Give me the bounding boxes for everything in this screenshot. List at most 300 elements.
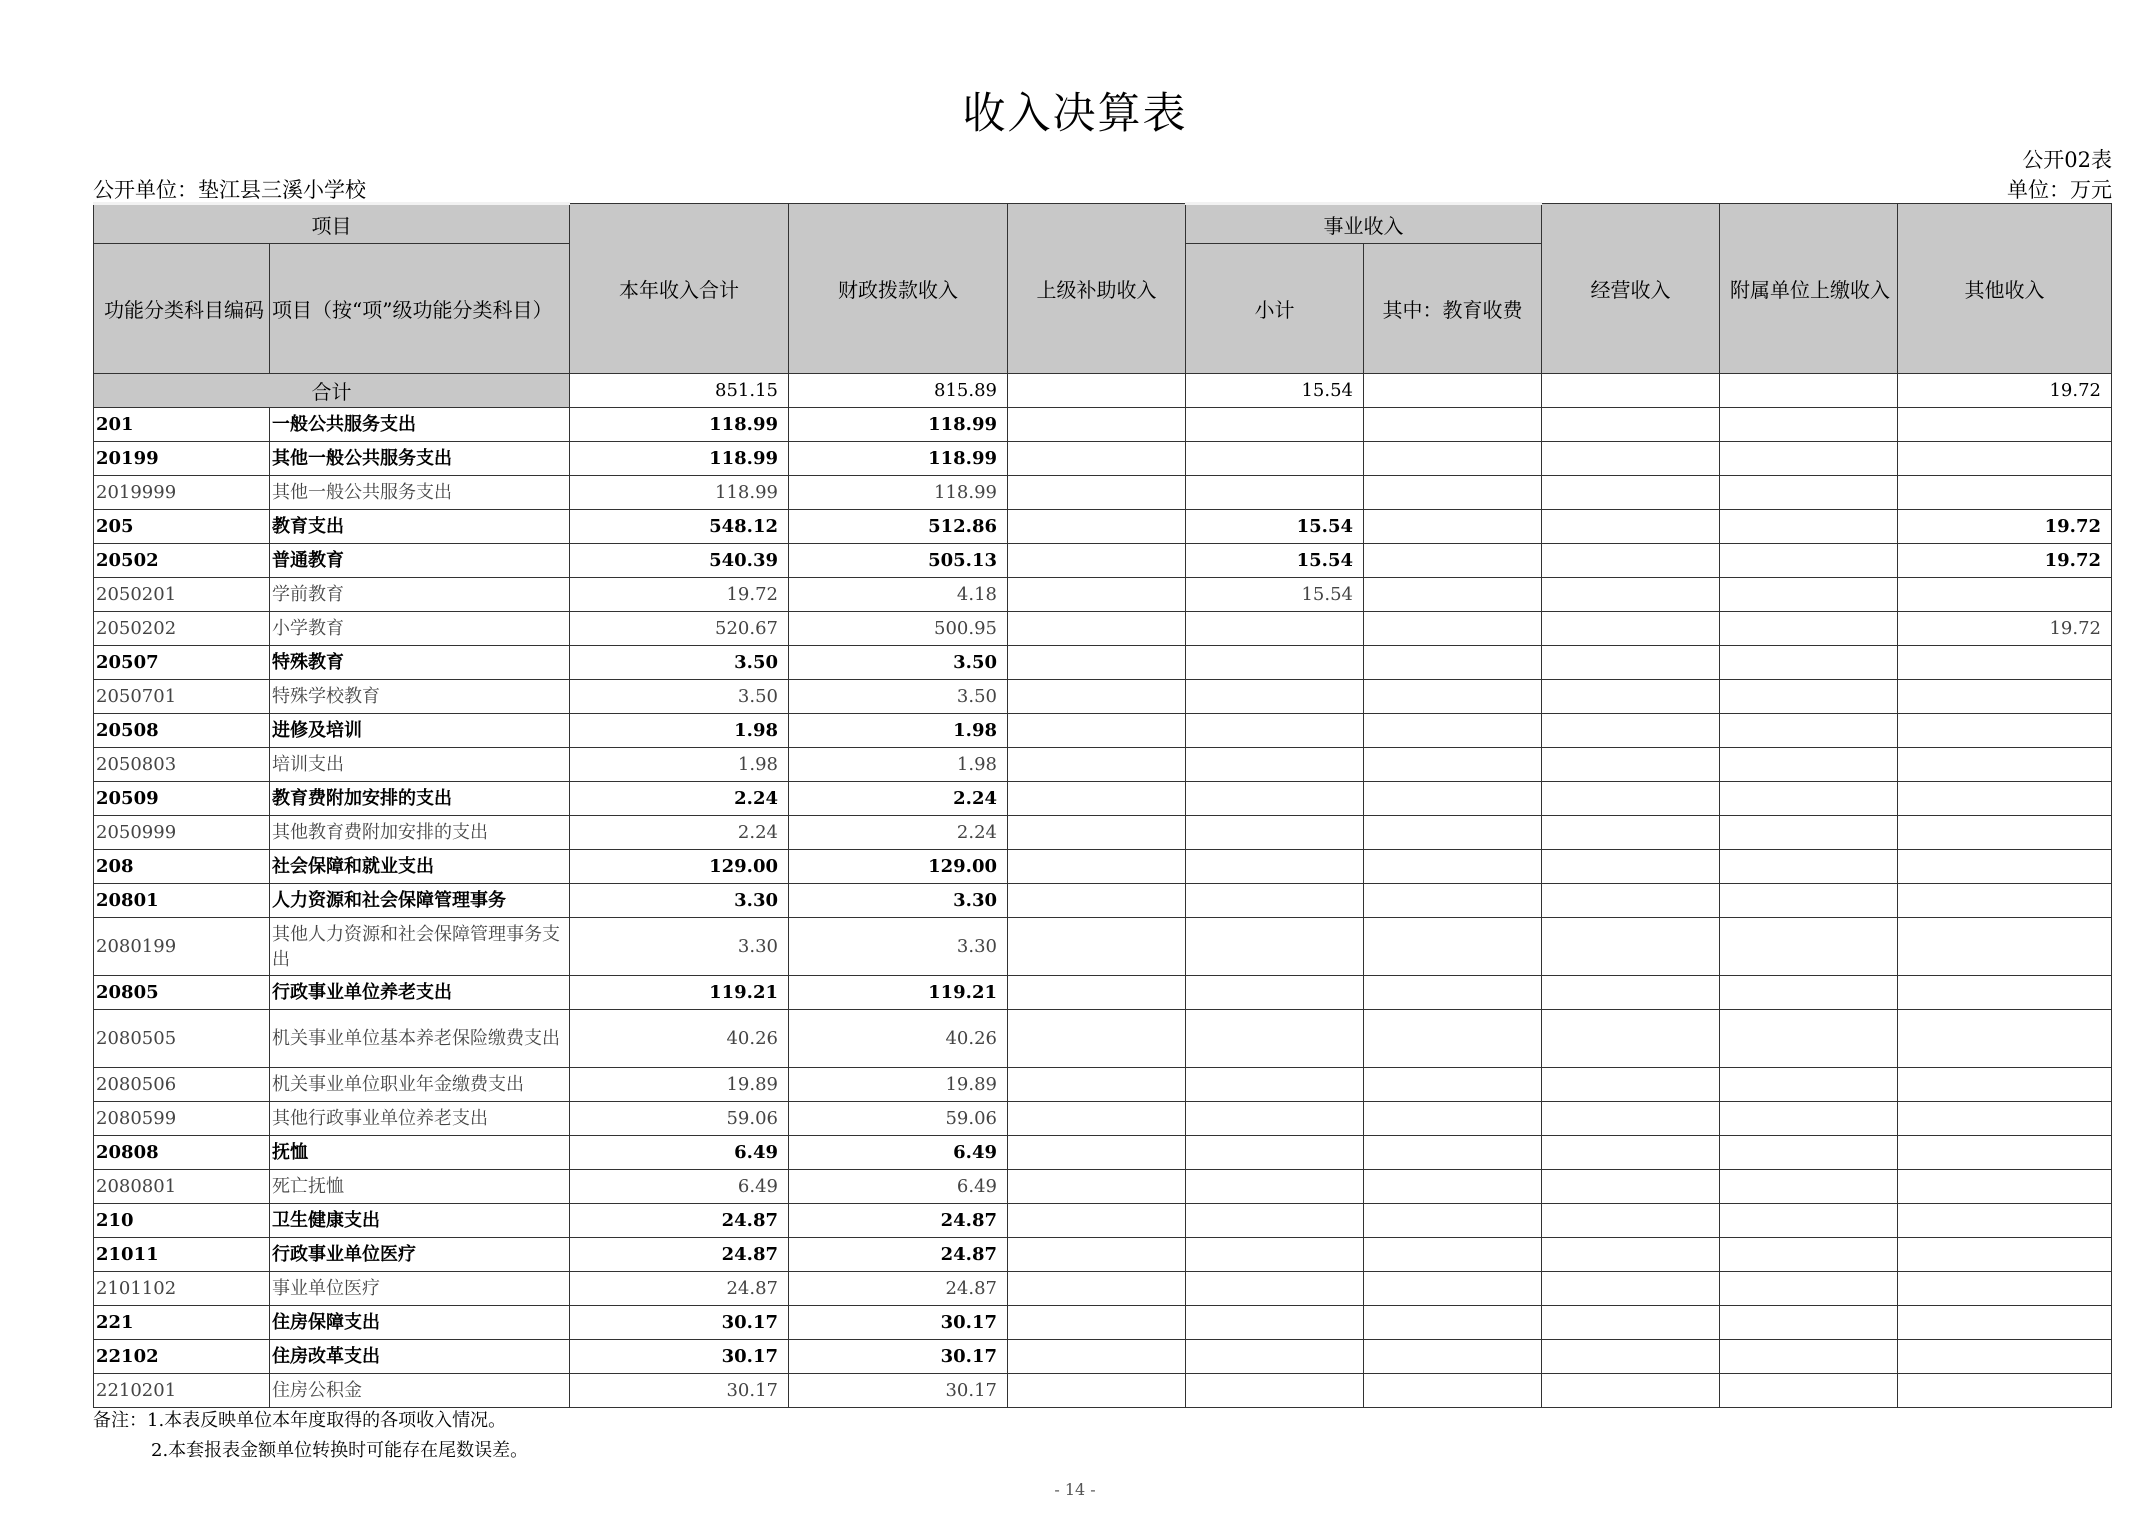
code-cell: 20502 (94, 544, 270, 578)
code-cell: 20509 (94, 782, 270, 816)
other-income-cell: 19.72 (1898, 510, 2112, 544)
code-cell: 210 (94, 1204, 270, 1238)
total-row (94, 374, 2112, 408)
affiliated-cell (1720, 680, 1898, 714)
operating-cell (1542, 1340, 1720, 1374)
business-subtotal-cell (1186, 476, 1364, 510)
fiscal-cell: 1.98 (789, 748, 1008, 782)
total-income-cell: 3.50 (570, 680, 789, 714)
other-income-cell (1898, 976, 2112, 1010)
superior-cell (1008, 510, 1186, 544)
item-name-cell: 事业单位医疗 (270, 1272, 570, 1306)
affiliated-cell (1720, 510, 1898, 544)
code-cell: 2050999 (94, 816, 270, 850)
business-subtotal-cell (1186, 1170, 1364, 1204)
total-income-cell: 6.49 (570, 1170, 789, 1204)
operating-cell (1542, 1068, 1720, 1102)
fiscal-cell: 119.21 (789, 976, 1008, 1010)
code-cell: 21011 (94, 1238, 270, 1272)
business-edu-fee-cell (1364, 1010, 1542, 1068)
fiscal-cell: 24.87 (789, 1204, 1008, 1238)
total-income-cell: 19.89 (570, 1068, 789, 1102)
superior-cell (1008, 1170, 1186, 1204)
affiliated-cell (1720, 976, 1898, 1010)
table-row (94, 850, 2112, 884)
business-subtotal-cell (1186, 782, 1364, 816)
business-edu-fee-cell (1364, 1170, 1542, 1204)
business-edu-fee-cell (1364, 612, 1542, 646)
business-subtotal-cell (1186, 1068, 1364, 1102)
operating-cell (1542, 1238, 1720, 1272)
table-row (94, 612, 2112, 646)
other-income-cell (1898, 850, 2112, 884)
business-edu-fee-cell (1364, 748, 1542, 782)
business-subtotal-cell (1186, 884, 1364, 918)
other-income-cell (1898, 1068, 2112, 1102)
affiliated-cell (1720, 1010, 1898, 1068)
superior-cell (1008, 714, 1186, 748)
operating-cell (1542, 1010, 1720, 1068)
table-row (94, 1340, 2112, 1374)
code-cell: 2101102 (94, 1272, 270, 1306)
fiscal-cell: 2.24 (789, 782, 1008, 816)
item-name-cell: 住房公积金 (270, 1374, 570, 1408)
business-subtotal-cell (1186, 1136, 1364, 1170)
affiliated-cell (1720, 1306, 1898, 1340)
table-row (94, 884, 2112, 918)
other-income-cell (1898, 1204, 2112, 1238)
other-income-cell (1898, 578, 2112, 612)
code-cell: 2080505 (94, 1010, 270, 1068)
total-income-cell: 30.17 (570, 1340, 789, 1374)
code-cell: 2080801 (94, 1170, 270, 1204)
operating-cell (1542, 680, 1720, 714)
affiliated-cell (1720, 850, 1898, 884)
item-name-cell: 特殊教育 (270, 646, 570, 680)
other-income-cell (1898, 884, 2112, 918)
business-subtotal-cell (1186, 1374, 1364, 1408)
operating-cell (1542, 850, 1720, 884)
code-cell: 2210201 (94, 1374, 270, 1408)
operating-cell (1542, 1204, 1720, 1238)
total-income-cell: 1.98 (570, 714, 789, 748)
fiscal-cell: 6.49 (789, 1170, 1008, 1204)
operating-cell (1542, 476, 1720, 510)
header-superior-subsidy: 上级补助收入 (1008, 204, 1186, 374)
total-affiliated-cell (1720, 374, 1898, 408)
total-income-cell: 3.30 (570, 918, 789, 976)
table-row (94, 476, 2112, 510)
superior-cell (1008, 544, 1186, 578)
business-edu-fee-cell (1364, 646, 1542, 680)
business-edu-fee-cell (1364, 1204, 1542, 1238)
fiscal-cell: 129.00 (789, 850, 1008, 884)
item-name-cell: 其他教育费附加安排的支出 (270, 816, 570, 850)
other-income-cell (1898, 646, 2112, 680)
superior-cell (1008, 1136, 1186, 1170)
fiscal-cell: 3.50 (789, 646, 1008, 680)
item-name-cell: 社会保障和就业支出 (270, 850, 570, 884)
business-edu-fee-cell (1364, 976, 1542, 1010)
fiscal-cell: 118.99 (789, 476, 1008, 510)
item-name-cell: 其他人力资源和社会保障管理事务支出 (270, 918, 570, 976)
business-subtotal-cell (1186, 1340, 1364, 1374)
code-cell: 2050202 (94, 612, 270, 646)
operating-cell (1542, 884, 1720, 918)
affiliated-cell (1720, 646, 1898, 680)
table-row (94, 680, 2112, 714)
item-name-cell: 教育费附加安排的支出 (270, 782, 570, 816)
superior-cell (1008, 442, 1186, 476)
total-income-cell: 3.30 (570, 884, 789, 918)
code-cell: 20508 (94, 714, 270, 748)
business-subtotal-cell: 15.54 (1186, 544, 1364, 578)
table-row (94, 646, 2112, 680)
note-1: 备注：1.本表反映单位本年度取得的各项收入情况。 (93, 1410, 507, 1431)
total-income-cell: 118.99 (570, 408, 789, 442)
table-row (94, 408, 2112, 442)
table-row (94, 1272, 2112, 1306)
table-body (94, 374, 2112, 1408)
code-cell: 22102 (94, 1340, 270, 1374)
table-row (94, 1374, 2112, 1408)
other-income-cell (1898, 1010, 2112, 1068)
total-income-cell: 2.24 (570, 816, 789, 850)
code-cell: 221 (94, 1306, 270, 1340)
superior-cell (1008, 612, 1186, 646)
operating-cell (1542, 748, 1720, 782)
affiliated-cell (1720, 1204, 1898, 1238)
affiliated-cell (1720, 1170, 1898, 1204)
business-subtotal-cell (1186, 918, 1364, 976)
table-row (94, 1170, 2112, 1204)
total-income-cell: 24.87 (570, 1272, 789, 1306)
business-subtotal-cell (1186, 612, 1364, 646)
table-row (94, 544, 2112, 578)
fiscal-cell: 3.30 (789, 918, 1008, 976)
superior-cell (1008, 850, 1186, 884)
header-operating-income: 经营收入 (1542, 204, 1720, 374)
other-income-cell (1898, 1340, 2112, 1374)
fiscal-cell: 3.30 (789, 884, 1008, 918)
affiliated-cell (1720, 1374, 1898, 1408)
operating-cell (1542, 544, 1720, 578)
business-subtotal-cell (1186, 680, 1364, 714)
fiscal-cell: 40.26 (789, 1010, 1008, 1068)
operating-cell (1542, 782, 1720, 816)
table-row (94, 748, 2112, 782)
total-income-cell: 548.12 (570, 510, 789, 544)
header-fiscal-appropriation: 财政拨款收入 (789, 204, 1008, 374)
superior-cell (1008, 1340, 1186, 1374)
item-name-cell: 特殊学校教育 (270, 680, 570, 714)
header-item-name: 项目（按“项”级功能分类科目） (270, 244, 570, 374)
business-edu-fee-cell (1364, 850, 1542, 884)
business-subtotal-cell (1186, 1102, 1364, 1136)
table-row (94, 816, 2112, 850)
business-edu-fee-cell (1364, 884, 1542, 918)
total-label: 合计 (94, 374, 570, 408)
business-subtotal-cell: 15.54 (1186, 510, 1364, 544)
business-edu-fee-cell (1364, 816, 1542, 850)
superior-cell (1008, 918, 1186, 976)
superior-cell (1008, 578, 1186, 612)
table-row (94, 976, 2112, 1010)
operating-cell (1542, 578, 1720, 612)
header-business-income: 事业收入 (1186, 204, 1542, 244)
affiliated-cell (1720, 884, 1898, 918)
superior-cell (1008, 884, 1186, 918)
item-name-cell: 住房改革支出 (270, 1340, 570, 1374)
other-income-cell (1898, 748, 2112, 782)
business-edu-fee-cell (1364, 510, 1542, 544)
other-income-cell (1898, 1170, 2112, 1204)
total-income-cell: 2.24 (570, 782, 789, 816)
other-income-cell (1898, 1238, 2112, 1272)
operating-cell (1542, 714, 1720, 748)
other-income-cell (1898, 782, 2112, 816)
superior-cell (1008, 1010, 1186, 1068)
reporting-unit: 公开单位：垫江县三溪小学校 (93, 178, 366, 202)
business-subtotal-cell: 15.54 (1186, 578, 1364, 612)
item-name-cell: 行政事业单位医疗 (270, 1238, 570, 1272)
operating-cell (1542, 976, 1720, 1010)
code-cell: 20507 (94, 646, 270, 680)
code-cell: 20801 (94, 884, 270, 918)
total-income-cell: 1.98 (570, 748, 789, 782)
page-title: 收入决算表 (962, 89, 1188, 139)
code-cell: 208 (94, 850, 270, 884)
table-row (94, 1102, 2112, 1136)
item-name-cell: 其他一般公共服务支出 (270, 442, 570, 476)
note-2: 2.本套报表金额单位转换时可能存在尾数误差。 (151, 1440, 529, 1461)
item-name-cell: 学前教育 (270, 578, 570, 612)
business-edu-fee-cell (1364, 714, 1542, 748)
total-income-cell: 40.26 (570, 1010, 789, 1068)
business-subtotal-cell (1186, 1238, 1364, 1272)
other-income-cell (1898, 1136, 2112, 1170)
business-edu-fee-cell (1364, 442, 1542, 476)
affiliated-cell (1720, 544, 1898, 578)
operating-cell (1542, 1170, 1720, 1204)
code-cell: 2050201 (94, 578, 270, 612)
superior-cell (1008, 1238, 1186, 1272)
fiscal-cell: 2.24 (789, 816, 1008, 850)
fiscal-cell: 3.50 (789, 680, 1008, 714)
other-income-cell (1898, 1102, 2112, 1136)
total-income-cell: 24.87 (570, 1204, 789, 1238)
business-edu-fee-cell (1364, 918, 1542, 976)
operating-cell (1542, 1374, 1720, 1408)
operating-cell (1542, 612, 1720, 646)
affiliated-cell (1720, 1272, 1898, 1306)
total-income-cell: 540.39 (570, 544, 789, 578)
total-income-cell: 129.00 (570, 850, 789, 884)
other-income-cell (1898, 1374, 2112, 1408)
table-row (94, 442, 2112, 476)
item-name-cell: 死亡抚恤 (270, 1170, 570, 1204)
business-subtotal-cell (1186, 714, 1364, 748)
business-edu-fee-cell (1364, 1102, 1542, 1136)
fiscal-cell: 512.86 (789, 510, 1008, 544)
fiscal-cell: 24.87 (789, 1272, 1008, 1306)
affiliated-cell (1720, 1340, 1898, 1374)
affiliated-cell (1720, 442, 1898, 476)
business-edu-fee-cell (1364, 1340, 1542, 1374)
business-edu-fee-cell (1364, 476, 1542, 510)
fiscal-cell: 505.13 (789, 544, 1008, 578)
superior-cell (1008, 782, 1186, 816)
business-subtotal-cell (1186, 1306, 1364, 1340)
business-edu-fee-cell (1364, 578, 1542, 612)
fiscal-cell: 30.17 (789, 1340, 1008, 1374)
superior-cell (1008, 748, 1186, 782)
business-edu-fee-cell (1364, 408, 1542, 442)
item-name-cell: 机关事业单位基本养老保险缴费支出 (270, 1010, 570, 1068)
superior-cell (1008, 816, 1186, 850)
business-subtotal-cell (1186, 646, 1364, 680)
other-income-cell: 19.72 (1898, 544, 2112, 578)
table-row (94, 1306, 2112, 1340)
code-cell: 2050701 (94, 680, 270, 714)
total-superior-cell (1008, 374, 1186, 408)
item-name-cell: 教育支出 (270, 510, 570, 544)
code-cell: 2050803 (94, 748, 270, 782)
total-business-subtotal-cell: 15.54 (1186, 374, 1364, 408)
affiliated-cell (1720, 476, 1898, 510)
business-subtotal-cell (1186, 976, 1364, 1010)
total-income-cell: 30.17 (570, 1374, 789, 1408)
total-income-cell: 59.06 (570, 1102, 789, 1136)
other-income-cell (1898, 1306, 2112, 1340)
total-income-cell: 6.49 (570, 1136, 789, 1170)
total-income-cell: 520.67 (570, 612, 789, 646)
other-income-cell (1898, 918, 2112, 976)
other-income-cell (1898, 408, 2112, 442)
total-business-edu-fee-cell (1364, 374, 1542, 408)
table-row (94, 714, 2112, 748)
superior-cell (1008, 680, 1186, 714)
superior-cell (1008, 1306, 1186, 1340)
code-cell: 2080599 (94, 1102, 270, 1136)
affiliated-cell (1720, 816, 1898, 850)
business-subtotal-cell (1186, 748, 1364, 782)
business-edu-fee-cell (1364, 544, 1542, 578)
form-code: 公开02表 (2022, 148, 2112, 172)
affiliated-cell (1720, 612, 1898, 646)
business-edu-fee-cell (1364, 1136, 1542, 1170)
other-income-cell: 19.72 (1898, 612, 2112, 646)
affiliated-cell (1720, 1102, 1898, 1136)
affiliated-cell (1720, 918, 1898, 976)
other-income-cell (1898, 714, 2112, 748)
header-total-income: 本年收入合计 (570, 204, 789, 374)
code-cell: 201 (94, 408, 270, 442)
item-name-cell: 进修及培训 (270, 714, 570, 748)
business-subtotal-cell (1186, 408, 1364, 442)
fiscal-cell: 118.99 (789, 408, 1008, 442)
business-subtotal-cell (1186, 816, 1364, 850)
affiliated-cell (1720, 782, 1898, 816)
fiscal-cell: 4.18 (789, 578, 1008, 612)
other-income-cell (1898, 816, 2112, 850)
header-code: 功能分类科目编码 (94, 244, 270, 374)
table-row (94, 1204, 2112, 1238)
business-edu-fee-cell (1364, 1374, 1542, 1408)
item-name-cell: 行政事业单位养老支出 (270, 976, 570, 1010)
business-edu-fee-cell (1364, 1272, 1542, 1306)
business-edu-fee-cell (1364, 680, 1542, 714)
fiscal-cell: 59.06 (789, 1102, 1008, 1136)
item-name-cell: 普通教育 (270, 544, 570, 578)
table-row (94, 918, 2112, 976)
code-cell: 2019999 (94, 476, 270, 510)
other-income-cell (1898, 1272, 2112, 1306)
superior-cell (1008, 976, 1186, 1010)
other-income-cell (1898, 442, 2112, 476)
other-income-cell (1898, 476, 2112, 510)
operating-cell (1542, 408, 1720, 442)
total-fiscal-cell: 815.89 (789, 374, 1008, 408)
table-row (94, 510, 2112, 544)
item-name-cell: 抚恤 (270, 1136, 570, 1170)
header-other-income: 其他收入 (1898, 204, 2112, 374)
operating-cell (1542, 510, 1720, 544)
page-number: - 14 - (1054, 1480, 1096, 1499)
total-income-cell: 3.50 (570, 646, 789, 680)
operating-cell (1542, 816, 1720, 850)
notes (93, 1406, 528, 1466)
business-subtotal-cell (1186, 1204, 1364, 1238)
table-row (94, 1068, 2112, 1102)
superior-cell (1008, 1068, 1186, 1102)
code-cell: 2080506 (94, 1068, 270, 1102)
business-subtotal-cell (1186, 442, 1364, 476)
fiscal-cell: 24.87 (789, 1238, 1008, 1272)
business-edu-fee-cell (1364, 1306, 1542, 1340)
item-name-cell: 机关事业单位职业年金缴费支出 (270, 1068, 570, 1102)
business-edu-fee-cell (1364, 1068, 1542, 1102)
superior-cell (1008, 1102, 1186, 1136)
business-subtotal-cell (1186, 1272, 1364, 1306)
total-income-cell: 851.15 (570, 374, 789, 408)
fiscal-cell: 30.17 (789, 1374, 1008, 1408)
operating-cell (1542, 1272, 1720, 1306)
fiscal-cell: 118.99 (789, 442, 1008, 476)
total-income-cell: 30.17 (570, 1306, 789, 1340)
item-name-cell: 其他一般公共服务支出 (270, 476, 570, 510)
total-other-cell: 19.72 (1898, 374, 2112, 408)
business-edu-fee-cell (1364, 782, 1542, 816)
operating-cell (1542, 1102, 1720, 1136)
total-income-cell: 24.87 (570, 1238, 789, 1272)
total-income-cell: 118.99 (570, 442, 789, 476)
item-name-cell: 一般公共服务支出 (270, 408, 570, 442)
item-name-cell: 其他行政事业单位养老支出 (270, 1102, 570, 1136)
code-cell: 205 (94, 510, 270, 544)
affiliated-cell (1720, 1136, 1898, 1170)
superior-cell (1008, 1204, 1186, 1238)
item-name-cell: 人力资源和社会保障管理事务 (270, 884, 570, 918)
code-cell: 20808 (94, 1136, 270, 1170)
table-row (94, 1010, 2112, 1068)
operating-cell (1542, 918, 1720, 976)
other-income-cell (1898, 680, 2112, 714)
superior-cell (1008, 646, 1186, 680)
item-name-cell: 小学教育 (270, 612, 570, 646)
table-row (94, 1136, 2112, 1170)
business-edu-fee-cell (1364, 1238, 1542, 1272)
